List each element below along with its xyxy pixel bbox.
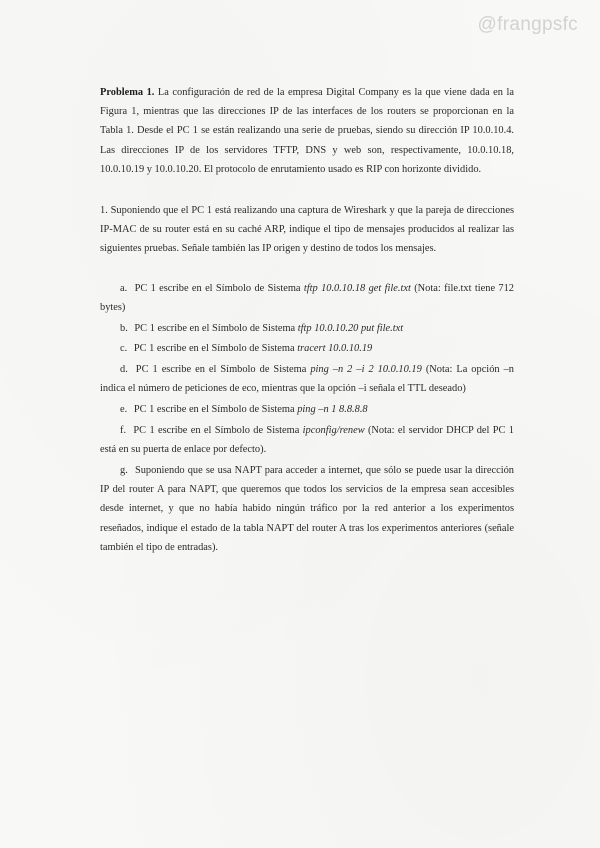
item-text: PC 1 escribe en el Símbolo de Sistema — [134, 322, 296, 334]
document-body — [100, 83, 514, 559]
problem-statement — [100, 83, 514, 179]
item-note: (Nota: La opción –n indica el número de peticiones de eco, mientras que la opción –i señala el TTL deseado) — [100, 364, 514, 395]
item-mark: b. — [120, 322, 128, 334]
list-item-b — [100, 319, 514, 338]
list-item-f — [100, 421, 514, 459]
item-text: Suponiendo que se usa NAPT para acceder a internet, que sólo se puede usar la dirección IP del router A para NAPT, que queremos que todos los servicios de la empresa sean accesibles desde internet, y que no había habido ningún tráfico por la red anterior a los experimentos reseñados, indique el estado de la tabla NAPT del router A tras los experimentos anteriores (señale también el tipo de entradas). — [100, 465, 514, 553]
list-item-g — [100, 461, 514, 557]
list-item-e — [100, 400, 514, 419]
item-command: tftp 10.0.10.20 put file.txt — [297, 322, 404, 334]
list-item-d — [100, 360, 514, 398]
item-mark: a. — [120, 282, 128, 294]
item-text: PC 1 escribe en el Símbolo de Sistema — [135, 364, 307, 376]
item-mark: e. — [120, 404, 128, 416]
item-mark: f. — [120, 425, 127, 437]
item-command: ping –n 2 –i 2 10.0.10.19 — [310, 364, 422, 376]
question-1: 1. Suponiendo que el PC 1 está realizando una captura de Wireshark y que la pareja de direcciones IP-MAC de su router está en su caché ARP, indique el tipo de mensajes producidos al realizar las siguientes pruebas. Señale también las IP origen y destino de todos los mensajes. — [100, 205, 514, 255]
item-text: PC 1 escribe en el Símbolo de Sistema — [133, 425, 300, 437]
list-item-a — [100, 279, 514, 317]
item-command: ipconfig/renew — [302, 425, 365, 437]
test-list — [100, 279, 514, 557]
list-item-c — [100, 339, 514, 358]
item-text: PC 1 escribe en el Símbolo de Sistema — [133, 404, 295, 416]
problem-intro: La configuración de red de la empresa Digital Company es la que viene dada en la Figura 1, mientras que las direcciones IP de las interfaces de los routers se proporcionan en la Tabla 1. Desde el PC 1 se están realizando una serie de pruebas, siendo su dirección IP 10.0.10.4. Las direcciones IP de los servidores TFTP, DNS y web son, respectivamente, 10.0.10.18, 10.0.10.19 y 10.0.10.20. El protocolo de enrutamiento usado es RIP con horizonte dividido. — [100, 87, 514, 175]
watermark: @frangpsfc — [477, 14, 578, 35]
item-text: PC 1 escribe en el Símbolo de Sistema — [133, 343, 295, 355]
item-mark: c. — [120, 343, 128, 355]
item-note: (Nota: el servidor DHCP del PC 1 está en su puerta de enlace por defecto). — [100, 425, 515, 456]
item-command: tftp 10.0.10.18 get file.txt — [303, 282, 411, 294]
item-mark: d. — [120, 364, 128, 376]
item-text: PC 1 escribe en el Símbolo de Sistema — [134, 282, 301, 294]
item-command: tracert 10.0.10.19 — [297, 343, 373, 355]
item-mark: g. — [120, 465, 128, 477]
item-note: (Nota: file.txt tiene 712 bytes) — [100, 282, 514, 313]
item-command: ping –n 1 8.8.8.8 — [297, 404, 368, 416]
problem-label: Problema 1. — [100, 87, 155, 98]
